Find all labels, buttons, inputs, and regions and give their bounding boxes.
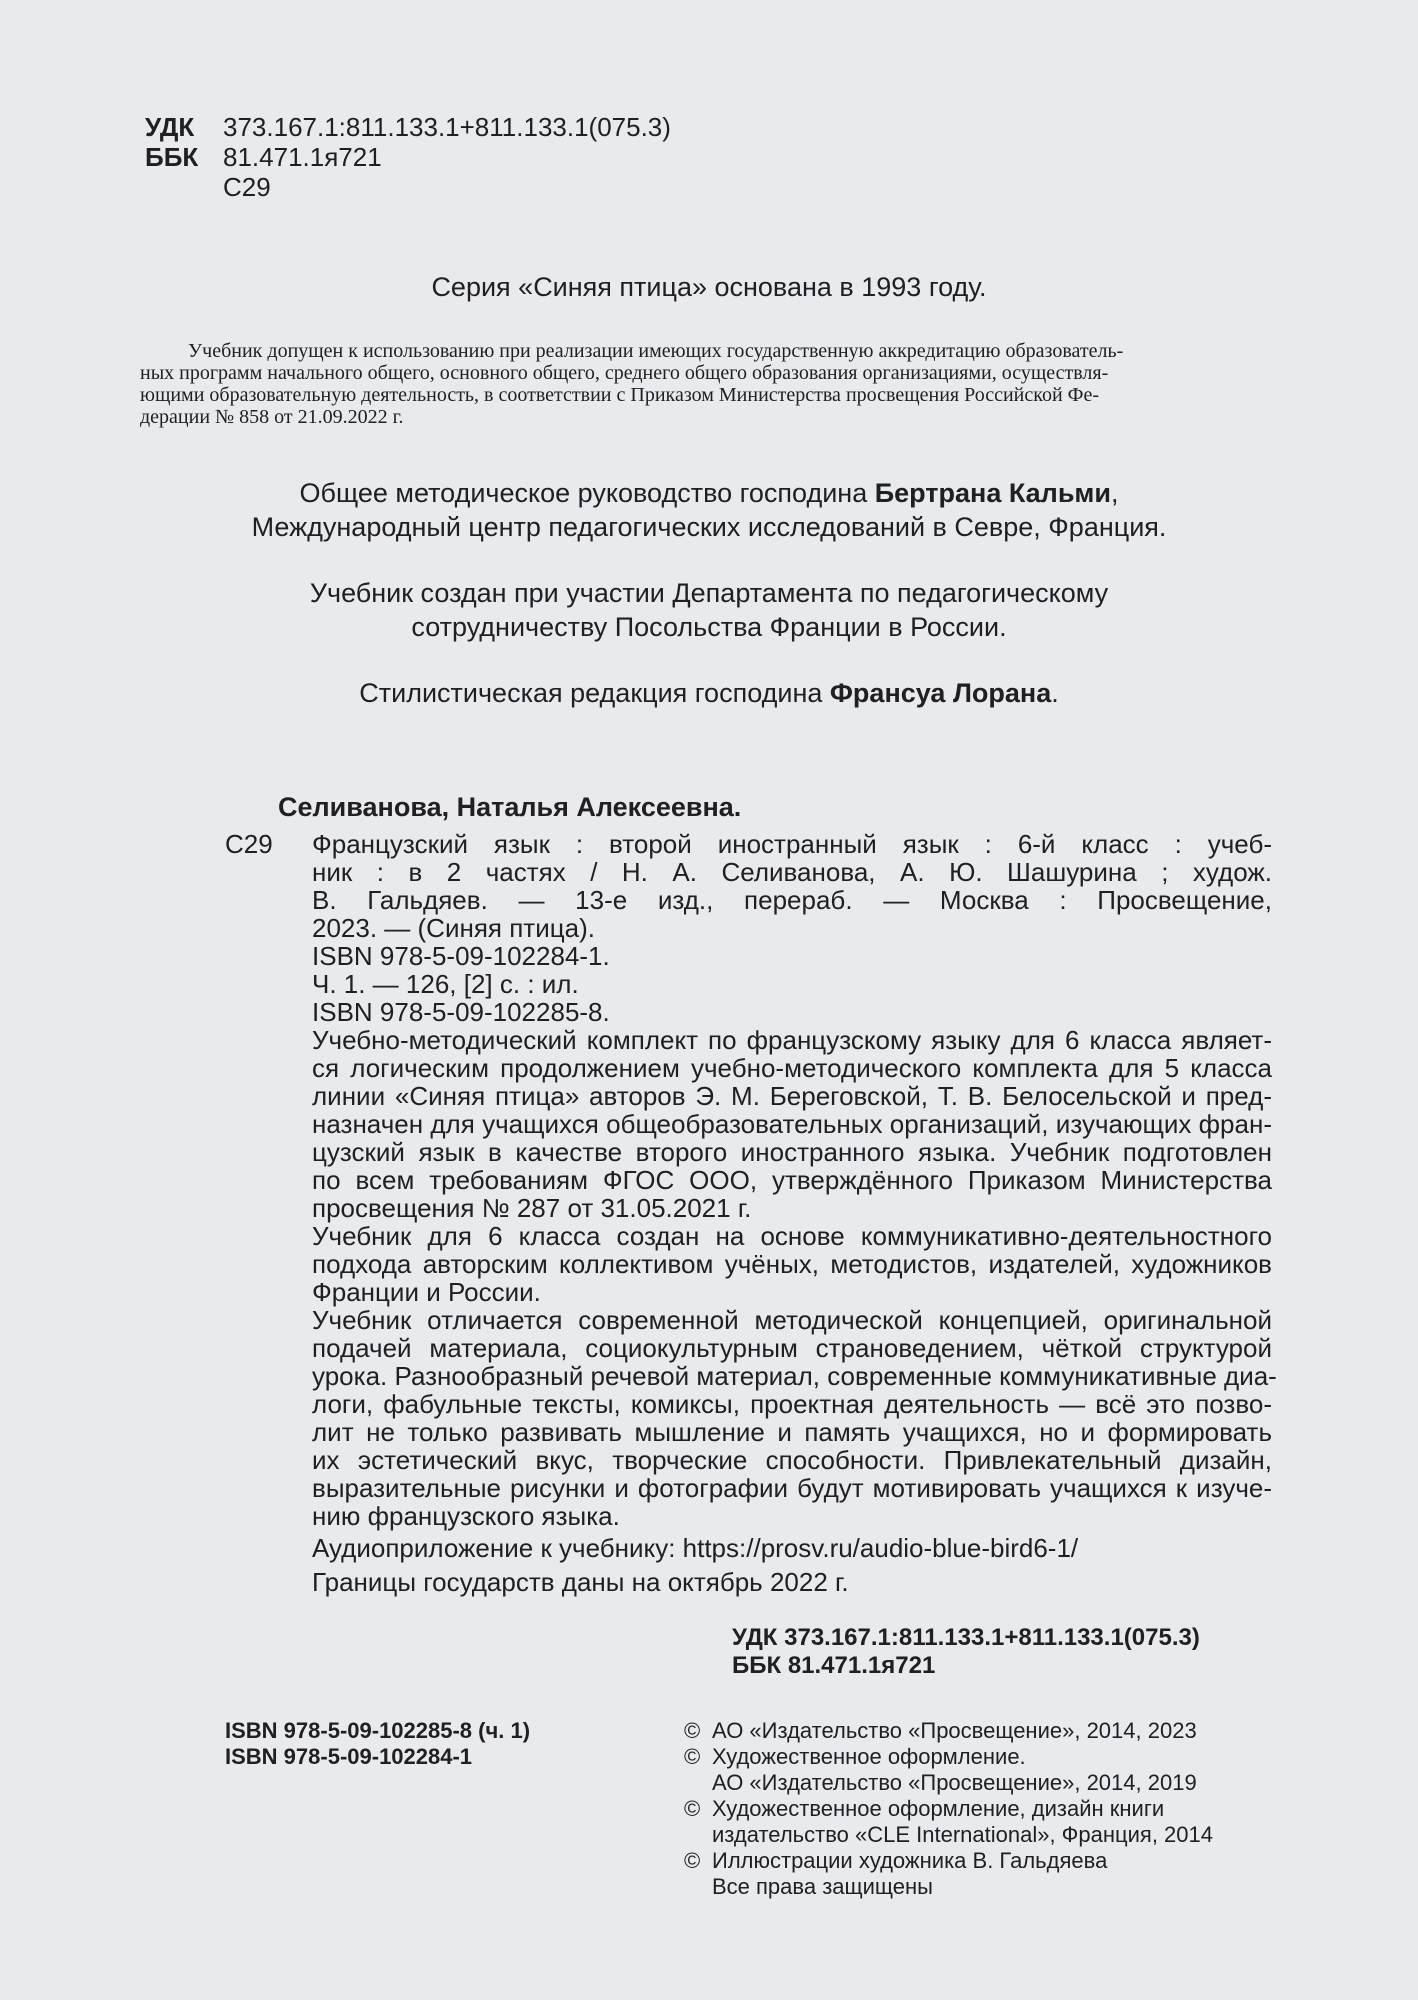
para1-line: цузский язык в качестве второго иностранного языка. Учебник подготовлен — [312, 1137, 1272, 1167]
para1-line: линии «Синяя птица» авторов Э. М. Береговской, Т. В. Белосельской и пред- — [312, 1081, 1272, 1111]
guidance-line-2: Международный центр педагогических исследований в Севре, Франция. — [251, 512, 1167, 542]
para2-line: Франции и России. — [312, 1277, 541, 1307]
isbn-block — [225, 1718, 530, 1770]
title-line: Французский язык : второй иностранный язык : 6-й класс : учеб- — [312, 829, 1272, 859]
approval-line: ных программ начального общего, основного общего, среднего общего образования организациями, осуществля- — [140, 362, 1109, 384]
para3-line: Учебник отличается современной методической концепцией, оригинальной — [312, 1305, 1272, 1335]
biblio-record — [312, 829, 1277, 1597]
series-line: Серия «Синяя птица» основана в 1993 году. — [431, 272, 987, 302]
approval-line: Учебник допущен к использованию при реализации имеющих государственную аккредитацию образователь- — [188, 340, 1124, 362]
para1-line: Учебно-методический комплект по французскому языку для 6 класса являет- — [312, 1025, 1272, 1055]
para1-line: по всем требованиям ФГОС ООО, утверждённого Приказом Министерства — [312, 1165, 1272, 1195]
isbn-full: ISBN 978-5-09-102284-1. — [312, 941, 610, 971]
copyright-item: © АО «Издательство «Просвещение», 2014, 2023 — [684, 1718, 1197, 1743]
guidance-name: Бертрана Кальми — [874, 478, 1111, 508]
para2-line: Учебник для 6 класса создан на основе коммуникативно-деятельностного — [312, 1221, 1272, 1251]
approval-line: ющими образовательную деятельность, в соответствии с Приказом Министерства просвещения Российской Фе- — [140, 384, 1100, 406]
editing-line: Стилистическая редакция господина Франсуа Лорана. — [359, 678, 1059, 708]
title-line: В. Гальдяев. — 13-е изд., перераб. — Москва : Просвещение, — [312, 885, 1272, 915]
created-line-1: Учебник создан при участии Департамента по педагогическому — [309, 578, 1109, 608]
para1-line: просвещения № 287 от 31.05.2021 г. — [312, 1193, 752, 1223]
isbn-line-1: ISBN 978-5-09-102285-8 (ч. 1) — [225, 1718, 531, 1743]
copyright-icon: © — [684, 1718, 701, 1743]
para2-line: подхода авторским коллективом учёных, методистов, издателей, художников — [312, 1249, 1272, 1279]
para3-line: выразительные рисунки и фотографии будут мотивировать учащихся к изуче- — [312, 1473, 1272, 1503]
bbk-label: ББК — [145, 142, 199, 172]
para3-line: урока. Разнообразный речевой материал, современные коммуникативные диа- — [312, 1361, 1277, 1391]
credits-block — [0, 476, 1418, 710]
para3-line: нию французского языка. — [312, 1501, 620, 1531]
isbn-part: ISBN 978-5-09-102285-8. — [312, 997, 610, 1027]
para3-line: логи, фабульные тексты, комиксы, проектная деятельность — всё это позво- — [312, 1389, 1272, 1419]
editing-name: Франсуа Лорана — [829, 678, 1052, 708]
rights-reserved: Все права защищены — [712, 1874, 933, 1899]
created-line-2: сотрудничеству Посольства Франции в России. — [411, 612, 1007, 642]
title-line: ник : в 2 частях / Н. А. Селиванова, А. Ю. Шашурина ; худож. — [312, 857, 1272, 887]
biblio-mark: С29 — [225, 829, 273, 859]
para3-line: лит не только развивать мышление и память учащихся, но и формировать — [312, 1417, 1272, 1447]
approval-line: дерации № 858 от 21.09.2022 г. — [140, 406, 404, 428]
footer-udk: УДК 373.167.1:811.133.1+811.133.1(075.3) — [732, 1624, 1200, 1651]
copyright-icon: © — [684, 1848, 701, 1873]
para3-line: подачей материала, социокультурным страноведением, чёткой структурой — [312, 1333, 1272, 1363]
bbk-row — [145, 142, 382, 172]
author-mark: С29 — [223, 172, 271, 202]
part-info: Ч. 1. — 126, [2] с. : ил. — [312, 969, 579, 999]
copyright-item: © Художественное оформление. АО «Издательство «Просвещение», 2014, 2019 — [684, 1744, 1197, 1795]
udk-value: 373.167.1:811.133.1+811.133.1(075.3) — [223, 112, 671, 142]
borders-line: Границы государств даны на октябрь 2022 г. — [312, 1567, 849, 1597]
footer-codes — [732, 1624, 1200, 1680]
para1-line: назначен для учащихся общеобразовательных организаций, изучающих фран- — [312, 1109, 1272, 1139]
author-heading: Селиванова, Наталья Алексеевна. — [278, 792, 742, 822]
udk-row — [145, 112, 671, 142]
audio-line: Аудиоприложение к учебнику: https://prosv.ru/audio-blue-bird6-1/ — [312, 1533, 1079, 1563]
copyright-icon: © — [684, 1744, 701, 1769]
approval-text — [140, 340, 1410, 428]
para1-line: ся логическим продолжением учебно-методического комплекта для 5 класса — [312, 1053, 1272, 1083]
para3-line: их эстетический вкус, творческие способности. Привлекательный дизайн, — [312, 1445, 1272, 1475]
bbk-value: 81.471.1я721 — [223, 142, 382, 172]
copyright-block — [684, 1718, 1304, 1900]
copyright-icon: © — [684, 1796, 701, 1821]
copyright-item: © Художественное оформление, дизайн книги издательство «CLE International», Франция, 2014 — [684, 1796, 1213, 1847]
copyright-item: © Иллюстрации художника В. Гальдяева Все права защищены — [684, 1848, 1108, 1899]
guidance-line: Общее методическое руководство господина Бертрана Кальми, — [299, 478, 1119, 508]
footer-bbk: ББК 81.471.1я721 — [732, 1652, 936, 1679]
title-line: 2023. — (Синяя птица). — [312, 913, 595, 943]
isbn-line-2: ISBN 978-5-09-102284-1 — [225, 1744, 473, 1769]
udk-label: УДК — [145, 112, 195, 142]
